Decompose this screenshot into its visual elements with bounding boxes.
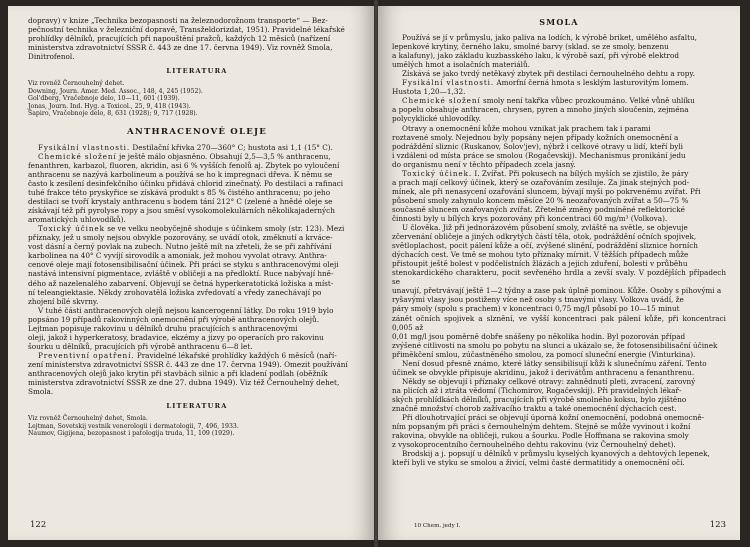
text-line: Brodskij a j. popsují u dělníků v průmyslu kyselých kyanových a dehtových lepenek,: [402, 449, 710, 459]
text-line: U člověka. Již při jednorázovém působení smoly, zvláště na světle, se objevuje: [402, 223, 688, 233]
run-in-heading: Toxický účinek.: [402, 168, 473, 178]
text-line: stenokardického charakteru, pocit sevřeného hrdla a zevší svaly. V pozdějších případech se: [392, 268, 726, 287]
text-line: tuhé frakce této pryskyřice se získává produkt s 85 % čistého anthracenu; po jeho: [28, 188, 331, 198]
text-line: anthracenových olejů jako krytin při stavbách silnic a při kladení podlah (oběžník: [28, 369, 328, 378]
text-line: anthracenu se nazývá karbolineum a používá se ho k impregnaci dřeva. K němu se: [28, 169, 333, 179]
long-term-paragraph: [392, 413, 726, 449]
general-poisoning-paragraph: [392, 377, 726, 413]
toxic-paragraph: [28, 224, 366, 305]
run-in-heading: Chemické složení: [402, 96, 481, 106]
brodskij-paragraph: [392, 449, 726, 467]
text-line: unavují, přetrvávají ještě 1—2 týdny a zase pak úplně pominou. Kůže. Osoby s pihovými a: [392, 286, 722, 296]
text-line: se ve velku neobyčejně shoduje s účinkem smoly (str. 123). Mezi: [107, 224, 345, 234]
run-in-heading: Preventivní opatření.: [38, 350, 135, 360]
text-line: dýchacích cest. Ve tmě se mohou tyto příznaky mírnit. V těžších případech může: [392, 250, 689, 260]
text-line: I. Zvířat. Při pokusech na bílých myších se zjistilo, že páry: [474, 168, 689, 178]
text-line: Smola.: [28, 387, 54, 397]
text-line: podráždění sliznic (Ruskanov, Solov'jev), nýbrž i celkové otravy u lidí, kteří byli: [392, 141, 683, 151]
text-line: získávají též při pyrolyse ropy a jsou směsí vysokomolekulárních několikajaderných: [28, 206, 335, 216]
chemical-paragraph: [28, 152, 366, 224]
text-line: dopravy) v knize „Technika bezopasnosti na železnodorožnom transporte“ — Bez-: [28, 16, 328, 25]
text-line: smoly není takřka vůbec prozkoumáno. Velké vůně uhlíku: [482, 96, 695, 106]
text-line: dého až nazelenalého zabarvení. Objevují se četná hyperkeratotická ložiska a míst-: [28, 278, 334, 288]
text-line: rakovina, obvykle na obličeji, rukou a šourku. Podle Hoffmana se rakovina smoly: [392, 431, 689, 441]
text-line: V tuhé části anthracenových olejů nejsou kancerogenní látky. Do roku 1919 bylo: [38, 305, 334, 315]
text-line: Při dlouhotrvající práci se objevují úporná kožní onemocnění, podobná onemocně-: [402, 413, 705, 423]
literature-heading: LITERATURA: [166, 402, 228, 411]
text-line: ministerstva zdravotnictví SSSR ze dne 27. dubna 1949). Viz též Černouhelný dehet,: [28, 378, 340, 388]
literature-item: Viz rovněž Černouhelný dehet.: [28, 80, 125, 88]
text-line: a kalafuny), jako základu kuzbasského laku, k výrobě sazí, při výrobě elektrod: [392, 51, 679, 61]
text-line: ní teleangiektasie. Někdy zrohovatělá ložiska zvředovatí a vředy zanechávají po: [28, 287, 322, 297]
intro-paragraph: [28, 16, 366, 61]
text-line: ministerstva zdravotnictví SSSR č. 443 ze dne 17. června 1949). Viz rovněž Smola,: [28, 43, 333, 53]
literature-item: Naumov, Gigijena, bezopasnost i patologija truda, 11, 109 (1929).: [28, 430, 235, 438]
text-line: prohlídky dělníků, pracujících při napouštění pražců, každých 12 měsíců (nařízení: [28, 34, 331, 44]
text-line: zánět očních spojivek a slznění, ve vyšší koncentraci pak pálení kůže, při koncentraci 0,005 až: [392, 313, 726, 332]
text-line: a popelu obsahuje anthracen, chrysen, pyren a mnoho jiných sloučenin, zejména: [392, 105, 689, 115]
text-line: do organismu není v těchto případech zcela jasný.: [392, 159, 576, 169]
text-line: Dinitrofenol.: [28, 52, 75, 62]
text-line: nastává intensivní pigmentace, zvláště v obličeji a na předloktí. Ruce nabývají hně-: [28, 269, 334, 279]
text-line: Používá se jí v průmyslu, jako paliva na lodích, k výrobě briket, umělého asfaltu,: [402, 33, 697, 43]
physical-paragraph: [28, 143, 366, 152]
text-line: kteří byli ve styku se smolou a živicí, velmi časté dermatitidy a onemocnění očí.: [392, 458, 685, 468]
paragraph-text: Destilační křivka 270—360° C; hustota asi 1,1 (15° C).: [132, 142, 333, 152]
run-in-heading: Fysikální vlastnosti.: [402, 78, 495, 88]
page-number: 122: [30, 520, 47, 530]
text-line: šourku u dělníků, pracujících při výrobě anthracenu 6—8 let.: [28, 341, 253, 351]
sensitisation-paragraph: [392, 359, 726, 377]
toxic-animals-paragraph: [392, 169, 726, 223]
run-in-heading: Chemické složení: [38, 151, 117, 161]
left-page: [8, 6, 374, 540]
text-line: je ještě málo objasněno. Obsahují 2,5—3,5 % anthracenu,: [118, 151, 331, 161]
signature-note: 10 Chem. jedy I.: [414, 523, 461, 529]
text-line: polycyklické uhlovodíky.: [392, 114, 481, 124]
usage-paragraph: [392, 33, 726, 69]
text-line: vost dásní a černý povlak na zubech. Nutno ještě mít na zřeteli, že se při zahřívání: [28, 242, 332, 252]
text-line: zčervenání obličeje a jiných odkrytých částí těla, otok, podráždění očních spojivek,: [392, 232, 697, 242]
section-title: ANTHRACENOVÉ OLEJE: [127, 126, 267, 137]
text-line: světloplachost, pocit pálení kůže a očí, zvýšené slinění, podráždění sliznice horních: [392, 241, 698, 251]
text-line: lepenkové krytiny, černého laku, smolné barvy (sklad. se ze smoly, benzenu: [392, 42, 669, 52]
page-title: SMOLA: [539, 17, 579, 27]
literature-item: Jonas, Journ. Ind. Hyg. a Toxicol., 25, 9, 418 (1943).: [28, 102, 191, 110]
text-line: přiměkčení smlou, zúčastněného smolou, za pomocí sluneční energie (Vinturkina).: [392, 349, 696, 359]
prevention-paragraph: [28, 351, 366, 396]
text-line: ských prohlídkách dělníků, pracujících při výrobě smolného koksu, bylo zjištěno: [392, 394, 687, 404]
physical-paragraph: [392, 78, 726, 96]
text-line: ním popsaným při práci s černouhelným dehtem. Stejně se může vyvinout i kožní: [392, 422, 691, 432]
text-line: destilaci se tvoří krystaly anthracenu s bodem tání 212° C (zelené a hnědé oleje se: [28, 197, 333, 207]
cancer-paragraph: [28, 306, 366, 351]
text-line: umělých hmot a isolačních materiálů.: [392, 60, 530, 70]
text-line: Není dosud přesně známo, které látky sensibilisují kůži k slunečnímu záření. Tento: [402, 358, 707, 368]
text-line: zhojení bílé skvrny.: [28, 296, 99, 306]
text-line: přistoupit ještě bolest v podčelistních žlázách a jejich zduření, bolesti v průběhu: [392, 259, 688, 269]
literature-item: Šapiro, Vračebnoje delo, 8, 631 (1928); 9, 717 (1928).: [28, 110, 198, 118]
text-line: pečnostní technika v železniční dopravě, Transželdorizdat, 1951). Pravidelné lékařské: [28, 25, 345, 35]
literature-item: Lejtman, Sovetskij vestnik venerologii i dermatologii, 7, 496, 1933.: [28, 422, 239, 430]
text-line: roztavené smoly. Nejednou byly popsány nejen případy kožních onemocnění a: [392, 132, 679, 142]
text-line: fenanthren, karbazol, fluoren, akridin, asi 6 % vyšších fenolů aj. Zbytek po vyloučení: [28, 160, 340, 170]
text-line: Amorfní černá hmota s lesklým lasturovitým lomem.: [496, 78, 689, 88]
right-page: [378, 6, 740, 540]
text-line: Hustota 1,20—1,32.: [392, 87, 466, 97]
text-line: Někdy se objevují i příznaky celkové otravy: zahnědnutí pleti, zvracení, zarovný: [402, 376, 696, 386]
poisoning-paragraph: [392, 124, 726, 169]
page-number: 123: [709, 520, 726, 530]
toxic-human-paragraph: [392, 223, 726, 359]
text-line: na plicích až i ztráta vědomí (Tichomirov, Rogačevskij). Při pravidelných lékař-: [392, 385, 682, 395]
text-line: cenové oleje mají fotosensibilisační účinek. Při práci se styku s anthracenovými oleji: [28, 260, 339, 270]
text-line: a prach mají celkový účinek, který se ozařováním zesiluje. Za jinak stejných pod-: [392, 177, 690, 187]
text-line: z vysokoprocentního černouhelného dehtu rakovinu (viz Černouhelný dehet).: [392, 440, 676, 450]
text-line: příznaky, jež u smoly nejsou obvykle pozorovány, se uvádí otok, změknutí a krváce-: [28, 233, 333, 243]
run-in-heading: Toxický účinek: [38, 224, 105, 234]
text-line: zvýšené citlivosti na smolu po pobytu na slunci a ukázalo se, že fotosensibilisační účinek: [392, 340, 718, 350]
chemical-paragraph: [392, 96, 726, 123]
text-line: páry smoly (spolu s prachem) v koncentraci 0,75 mg/l působí po 10—15 minut: [392, 304, 680, 314]
text-line: i vzdáleni od místa práce se smolou (Rogačevskij). Mechanismus pronikání jedu: [392, 150, 686, 160]
literature-item: Gol'dberg, Vračebnoje delo, 10—11, 601 (1939).: [28, 95, 180, 103]
text-line: aromatických uhlovodíků).: [28, 215, 126, 225]
text-line: často k zesílení desinfekčního účinku přidává chlorid zinečnatý. Po destilaci a rafinaci: [28, 179, 344, 189]
text-line: zení ministerstva zdravotnictví SSSR č. 443 ze dne 17. června 1949). Omezit používání: [28, 359, 348, 369]
literature-list: [28, 80, 366, 118]
literature-item: Viz rovněž Černouhelný dehet, Smola.: [28, 415, 148, 423]
literature-item: Downing, Journ. Amer. Med. Assoc., 148, 4, 245 (1952).: [28, 87, 203, 95]
run-in-heading: Fysikální vlastnosti.: [38, 142, 131, 152]
text-line: Pravidelné lékařské prohlídky každých 6 měsíců (naří-: [136, 350, 337, 360]
text-line: současně sluncem ozařovaných zvířat. Zřetelně změny podmíněné reflektorické: [392, 204, 685, 214]
text-line: Získává se jako tvrdý netěkavý zbytek při destilaci černouhelného dehtu a ropy.: [402, 69, 695, 79]
text-line: 0,01 mg/l jsou poměrně dobře snášeny po několika hodin. Byl pozorován případ: [392, 331, 686, 341]
text-line: účinek se obvykle připisuje akridinu, jakož i derivátům anthracenu a fenanthrenu.: [392, 367, 695, 377]
text-line: popsáno 19 případů rakovinných onemocnění při výrobě anthracenových olejů.: [28, 314, 320, 324]
text-line: oleji, jakož i hyperkeratosy, bradavice, ekzémy a jizvy po operacích pro rakovinu: [28, 332, 324, 342]
text-line: činnosti byly u bílých krys pozorovány při koncentraci 60 mg/m³ (Volkova).: [392, 213, 668, 223]
text-line: karbolinea na 40° C vyvíjí sirovodík a amoniak, jež mohou vyvolat otravy. Anthra-: [28, 251, 327, 261]
literature-list: [28, 415, 366, 438]
text-line: značně množství chorob zažívacího traktu a také onemocnění dýchacích cest.: [392, 403, 677, 413]
literature-heading: LITERATURA: [166, 67, 228, 76]
text-line: mínek, ale při nenasycení ozařování sluncem, bývají myši po pokrvenému zvířat. Při: [392, 186, 701, 196]
text-line: ryšavými vlasy jsou postiženy více než osoby s tmavými vlasy. Volkova uvádí, že: [392, 295, 684, 305]
text-line: Otravy a onemocnění kůže mohou vznikat jak prachem tak i parami: [402, 123, 651, 133]
text-line: působení smoly zahynulo koncem měsíce 20 % neozařovaných zvířat a 50—75 %: [392, 195, 689, 205]
text-line: Lejtman popisuje rakovinu u dělníků druhu pracujících s anthracenovými: [28, 323, 298, 333]
